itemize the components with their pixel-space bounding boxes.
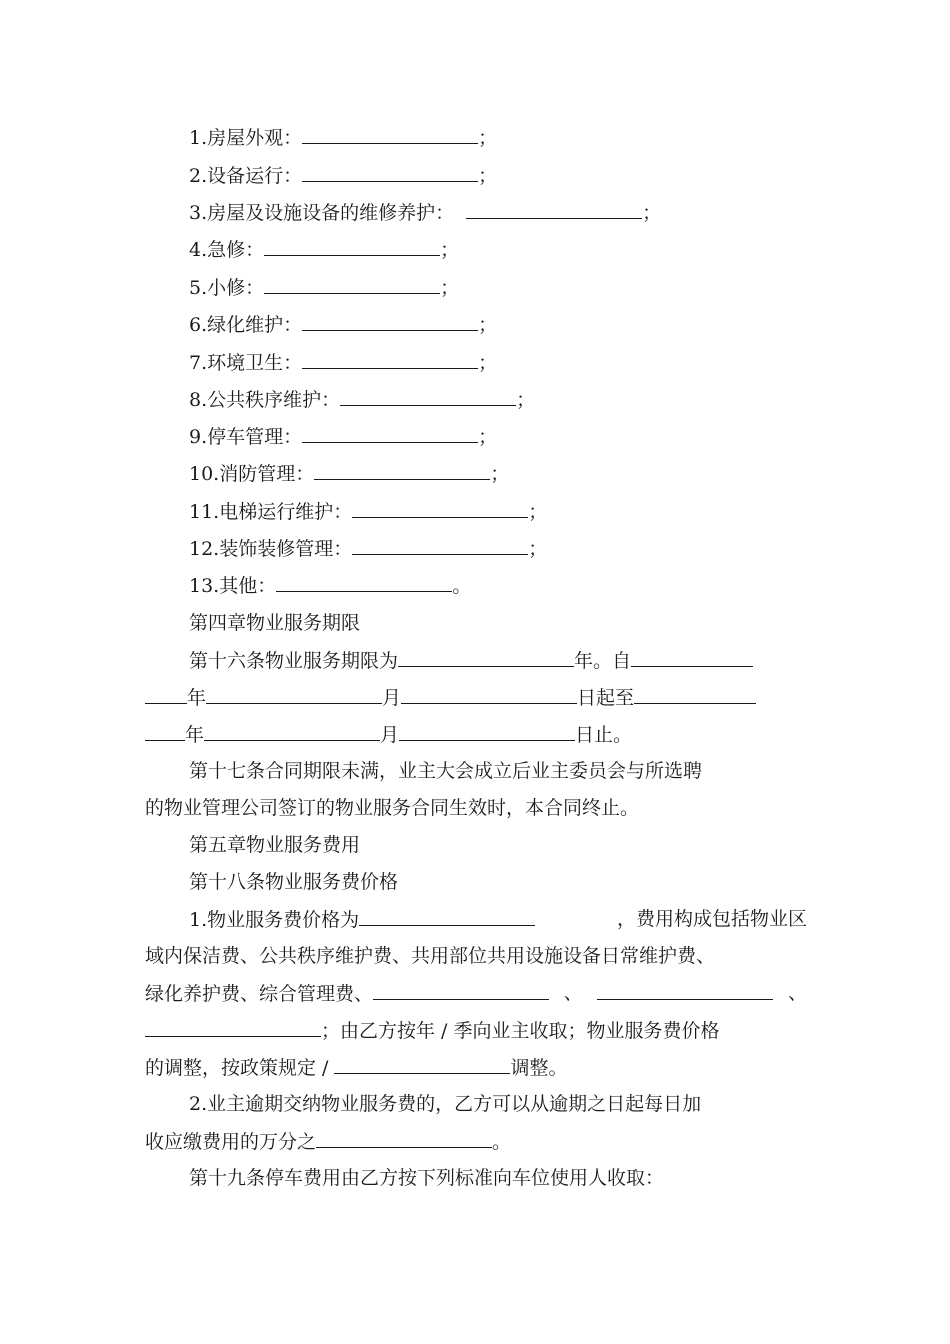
fee-line-2: 域内保洁费、公共秩序维护费、共用部位共用设施设备日常维护费、	[145, 945, 716, 967]
fill-blank[interactable]	[302, 125, 478, 144]
item-label: 6.绿化维护：	[189, 314, 303, 336]
date-unit: 年	[187, 687, 207, 709]
fill-blank[interactable]	[314, 461, 490, 480]
fill-blank[interactable]	[302, 312, 478, 331]
article-heading: 第十八条物业服务费价格	[189, 871, 399, 893]
item-end: ；	[440, 277, 460, 299]
late-fee-line-2	[145, 1129, 511, 1154]
fill-blank[interactable]	[302, 163, 478, 182]
fill-blank[interactable]	[359, 907, 535, 926]
item-label: 1.房屋外观：	[189, 127, 303, 149]
fee-text: 1.物业服务费价格为	[189, 909, 360, 931]
article-text: 年。自	[574, 650, 632, 672]
date-unit: 月	[382, 687, 402, 709]
list-item	[189, 125, 497, 150]
date-unit: 日起至	[577, 687, 635, 709]
fee-text: 、	[787, 982, 807, 1004]
fill-blank[interactable]	[145, 685, 187, 704]
item-end: 。	[452, 575, 472, 597]
item-label: 10.消防管理：	[189, 463, 315, 485]
date-unit: 月	[380, 724, 400, 746]
fee-text: 绿化养护费、综合管理费、	[145, 983, 374, 1005]
item-end: ；	[478, 426, 498, 448]
fill-blank[interactable]	[204, 722, 380, 741]
fill-blank[interactable]	[302, 424, 478, 443]
list-item	[189, 499, 547, 524]
item-end: ；	[478, 314, 498, 336]
list-item	[189, 163, 497, 188]
fill-blank[interactable]	[597, 981, 773, 1000]
fill-blank[interactable]	[401, 685, 577, 704]
article-19: 第十九条停车费用由乙方按下列标准向车位使用人收取：	[189, 1167, 665, 1189]
fee-line-3	[145, 981, 807, 1006]
fee-text: 调整。	[510, 1057, 568, 1079]
fill-blank[interactable]	[302, 350, 478, 369]
fill-blank[interactable]	[352, 536, 528, 555]
fee-line-5	[145, 1055, 568, 1080]
article-17-line-2: 的物业管理公司签订的物业服务合同生效时，本合同终止。	[145, 797, 640, 819]
list-item	[189, 461, 509, 486]
article-text: 第十六条物业服务期限为	[189, 650, 399, 672]
fill-blank[interactable]	[466, 200, 642, 219]
item-end: ；	[642, 202, 662, 224]
fill-blank[interactable]	[264, 275, 440, 294]
article-17-line-1: 第十七条合同期限未满，业主大会成立后业主委员会与所选聘	[189, 760, 703, 782]
item-end: ；	[528, 538, 548, 560]
chapter-heading: 第四章物业服务期限	[189, 612, 361, 634]
late-text: 收应缴费用的万分之	[145, 1131, 317, 1153]
list-item	[189, 237, 459, 262]
list-item	[189, 387, 535, 412]
list-item	[189, 573, 471, 598]
item-label: 4.急修：	[189, 239, 265, 261]
fill-blank[interactable]	[276, 573, 452, 592]
chapter-heading: 第五章物业服务费用	[189, 834, 361, 856]
fee-line-1	[189, 907, 807, 932]
late-text: 。	[492, 1131, 512, 1153]
list-item	[189, 312, 497, 337]
list-item	[189, 350, 497, 375]
item-end: ；	[490, 463, 510, 485]
fill-blank[interactable]	[145, 722, 185, 741]
fill-blank[interactable]	[264, 237, 440, 256]
article-16-line-2	[145, 685, 756, 710]
item-end: ；	[478, 127, 498, 149]
fill-blank[interactable]	[634, 685, 756, 704]
item-label: 12.装饰装修管理：	[189, 538, 353, 560]
fill-blank[interactable]	[399, 722, 575, 741]
fill-blank[interactable]	[145, 1018, 321, 1037]
item-end: ；	[528, 501, 548, 523]
fill-blank[interactable]	[373, 981, 549, 1000]
date-unit: 日止。	[575, 724, 633, 746]
item-label: 5.小修：	[189, 277, 265, 299]
fill-blank[interactable]	[340, 387, 516, 406]
list-item	[189, 200, 661, 225]
list-item	[189, 275, 459, 300]
fill-blank[interactable]	[352, 499, 528, 518]
fee-text: 、	[563, 982, 583, 1004]
article-16-line-1	[189, 648, 753, 673]
date-unit: 年	[185, 724, 205, 746]
item-label: 7.环境卫生：	[189, 352, 303, 374]
article-16-line-3	[145, 722, 632, 747]
item-end: ；	[478, 165, 498, 187]
item-end: ；	[478, 352, 498, 374]
fill-blank[interactable]	[631, 648, 753, 667]
item-label: 9.停车管理：	[189, 426, 303, 448]
item-label: 13.其他：	[189, 575, 277, 597]
fill-blank[interactable]	[334, 1055, 510, 1074]
item-end: ；	[440, 239, 460, 261]
list-item	[189, 536, 547, 561]
item-label: 8.公共秩序维护：	[189, 389, 341, 411]
fill-blank[interactable]	[206, 685, 382, 704]
fee-text: ，费用构成包括物业区	[616, 908, 807, 930]
fill-blank[interactable]	[316, 1129, 492, 1148]
item-label: 11.电梯运行维护：	[189, 501, 353, 523]
fee-line-4	[145, 1018, 719, 1043]
item-label: 3.房屋及设施设备的维修养护：	[189, 202, 455, 224]
fee-text: ；由乙方按年 / 季向业主收取；物业服务费价格	[321, 1020, 720, 1042]
fill-blank[interactable]	[398, 648, 574, 667]
list-item	[189, 424, 497, 449]
item-end: ；	[516, 389, 536, 411]
item-label: 2.设备运行：	[189, 165, 303, 187]
late-fee-line-1: 2.业主逾期交纳物业服务费的，乙方可以从逾期之日起每日加	[189, 1093, 702, 1115]
fee-text: 的调整，按政策规定 /	[145, 1057, 335, 1079]
